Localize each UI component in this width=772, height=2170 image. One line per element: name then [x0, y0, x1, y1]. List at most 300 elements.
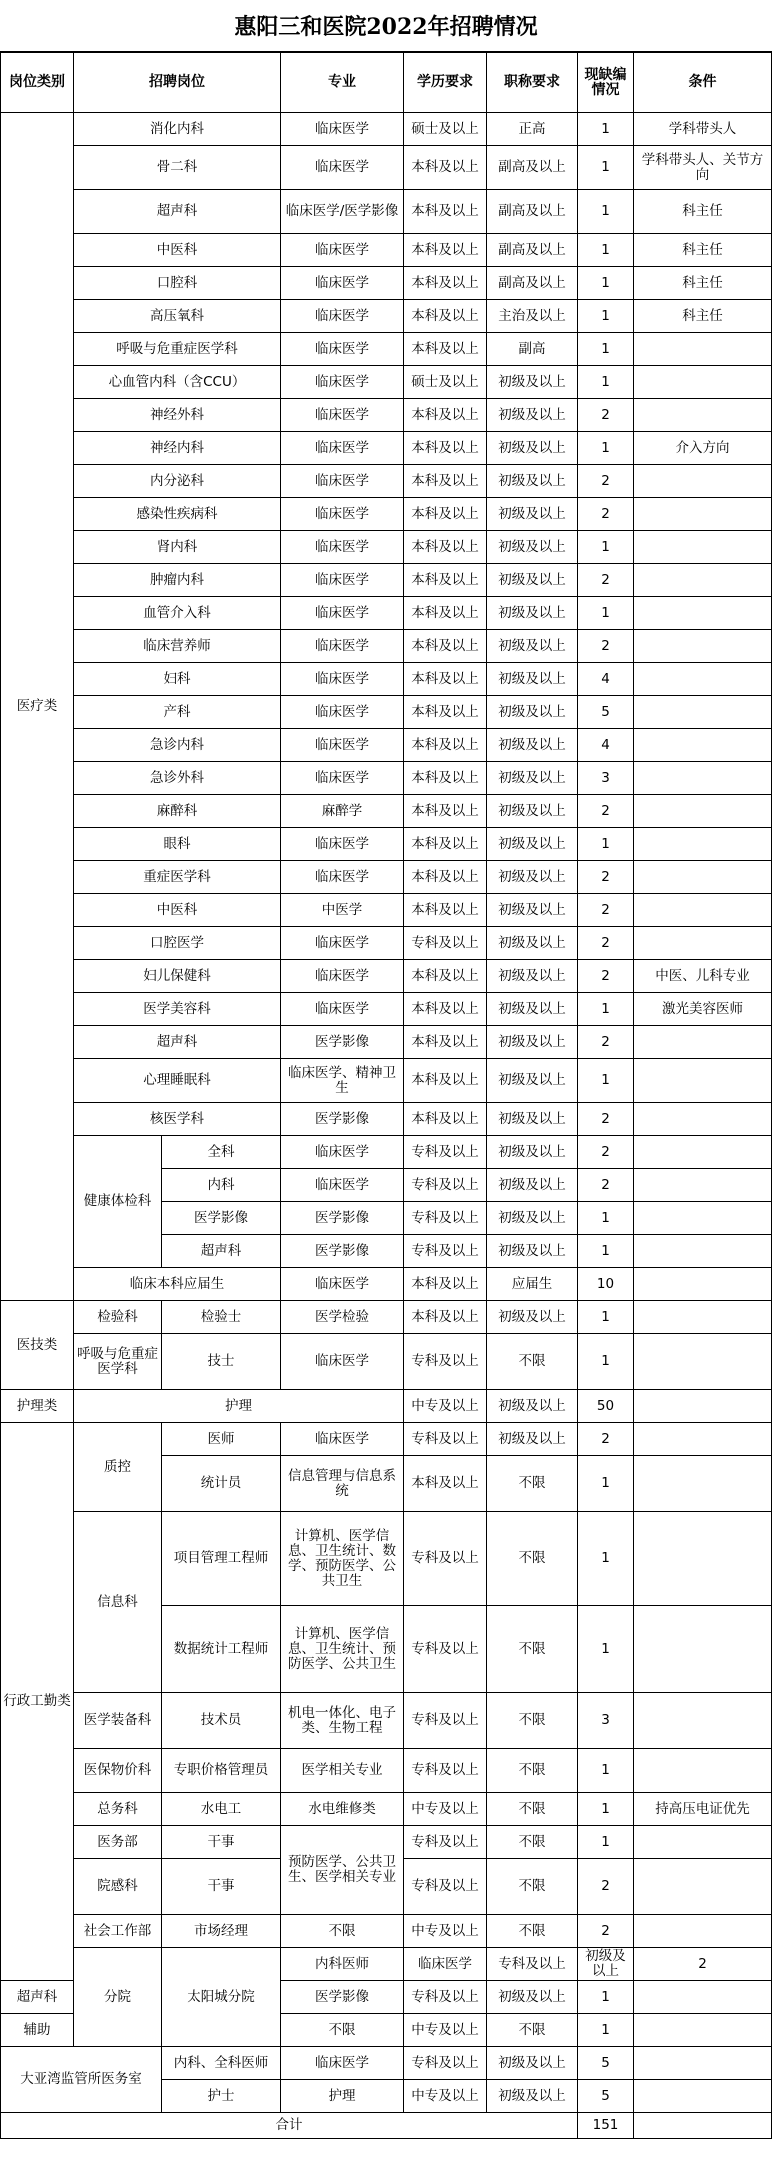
table-row	[1, 366, 772, 399]
title-cell: 初级及以上	[487, 531, 578, 564]
major-cell: 临床医学	[281, 927, 404, 960]
post-cell: 超声科	[1, 1981, 74, 2014]
header-vacancy: 现缺编情况	[578, 53, 634, 113]
table-row	[1, 498, 772, 531]
table-row	[1, 1915, 772, 1948]
post-cell: 急诊内科	[74, 729, 281, 762]
header-condition: 条件	[634, 53, 772, 113]
title-cell: 初级及以上	[487, 1026, 578, 1059]
education-cell: 专科及以上	[404, 1826, 487, 1859]
major-cell: 临床医学	[281, 861, 404, 894]
title-cell: 初级及以上	[487, 366, 578, 399]
major-cell: 临床医学	[281, 267, 404, 300]
condition-cell	[634, 1981, 772, 2014]
dept-infection: 院感科	[74, 1859, 162, 1915]
major-cell: 医学影像	[281, 1026, 404, 1059]
condition-cell	[634, 1026, 772, 1059]
post-cell: 呼吸与危重症医学科	[74, 333, 281, 366]
education-cell: 本科及以上	[404, 795, 487, 828]
table-row	[1, 113, 772, 146]
title-cell: 初级及以上	[487, 630, 578, 663]
table-row	[1, 146, 772, 190]
condition-cell: 科主任	[634, 300, 772, 333]
title-cell: 副高及以上	[487, 234, 578, 267]
header-row	[1, 53, 772, 113]
table-row	[1, 993, 772, 1026]
post-cell: 内科	[162, 1169, 281, 1202]
education-cell: 本科及以上	[404, 1059, 487, 1103]
major-cell: 临床医学	[281, 1423, 404, 1456]
title-cell: 初级及以上	[487, 1103, 578, 1136]
title-cell: 初级及以上	[487, 498, 578, 531]
education-cell: 本科及以上	[404, 960, 487, 993]
post-cell: 医学影像	[162, 1202, 281, 1235]
vacancy-cell: 5	[578, 2080, 634, 2113]
vacancy-cell: 2	[578, 894, 634, 927]
education-cell: 本科及以上	[404, 267, 487, 300]
major-cell: 临床医学	[281, 113, 404, 146]
condition-cell: 学科带头人	[634, 113, 772, 146]
title-cell: 主治及以上	[487, 300, 578, 333]
table-row	[1, 927, 772, 960]
post-cell: 临床本科应届生	[74, 1268, 281, 1301]
dept-qc: 质控	[74, 1423, 162, 1512]
table-row	[1, 300, 772, 333]
major-cell: 临床医学	[281, 663, 404, 696]
title-cell: 初级及以上	[487, 828, 578, 861]
dept-cell: 检验科	[74, 1301, 162, 1334]
title-cell: 初级及以上	[487, 927, 578, 960]
vacancy-cell: 2	[578, 960, 634, 993]
title-cell: 初级及以上	[487, 894, 578, 927]
condition-cell	[634, 1136, 772, 1169]
vacancy-cell: 1	[578, 531, 634, 564]
major-cell: 临床医学	[281, 432, 404, 465]
condition-cell	[634, 531, 772, 564]
title-cell: 不限	[487, 1693, 578, 1749]
title-cell: 不限	[487, 1859, 578, 1915]
title-cell: 初级及以上	[487, 2047, 578, 2080]
post-cell: 干事	[162, 1826, 281, 1859]
education-cell: 专科及以上	[404, 1136, 487, 1169]
table-row	[1, 729, 772, 762]
title-cell: 不限	[487, 2014, 578, 2047]
education-cell: 本科及以上	[404, 1301, 487, 1334]
vacancy-cell: 1	[578, 1606, 634, 1693]
title-cell: 初级及以上	[487, 993, 578, 1026]
vacancy-cell: 1	[578, 828, 634, 861]
vacancy-cell: 1	[578, 113, 634, 146]
title-cell: 初级及以上	[578, 1948, 634, 1981]
table-row	[1, 663, 772, 696]
table-row	[1, 1334, 772, 1390]
condition-cell: 中医、儿科专业	[634, 960, 772, 993]
education-cell: 本科及以上	[404, 190, 487, 234]
title-cell: 不限	[487, 1793, 578, 1826]
vacancy-cell: 1	[578, 2014, 634, 2047]
table-row	[1, 531, 772, 564]
table-row	[1, 234, 772, 267]
education-cell: 中专及以上	[404, 1915, 487, 1948]
table-row	[1, 2047, 772, 2080]
table-row	[1, 1948, 772, 1981]
table-row	[1, 1268, 772, 1301]
title-cell: 初级及以上	[487, 1301, 578, 1334]
education-cell: 本科及以上	[404, 399, 487, 432]
title-cell: 初级及以上	[487, 1136, 578, 1169]
education-cell: 专科及以上	[404, 1202, 487, 1235]
education-cell: 本科及以上	[404, 498, 487, 531]
post-cell: 数据统计工程师	[162, 1606, 281, 1693]
post-cell: 内科医师	[281, 1948, 404, 1981]
title-cell: 初级及以上	[487, 861, 578, 894]
title-cell: 初级及以上	[487, 1423, 578, 1456]
education-cell: 本科及以上	[404, 597, 487, 630]
post-cell: 肿瘤内科	[74, 564, 281, 597]
condition-cell	[634, 762, 772, 795]
condition-cell	[634, 2047, 772, 2080]
post-cell: 护士	[162, 2080, 281, 2113]
title-cell: 初级及以上	[487, 432, 578, 465]
table-row	[1, 399, 772, 432]
post-cell: 神经内科	[74, 432, 281, 465]
title-cell: 初级及以上	[487, 663, 578, 696]
vacancy-cell: 1	[578, 1456, 634, 1512]
education-cell: 专科及以上	[404, 1169, 487, 1202]
post-cell: 口腔科	[74, 267, 281, 300]
table-row	[1, 1749, 772, 1793]
category-medical: 医疗类	[1, 113, 74, 1301]
condition-cell: 科主任	[634, 267, 772, 300]
major-cell: 临床医学	[281, 1136, 404, 1169]
recruitment-table	[0, 52, 772, 2139]
condition-cell	[634, 1390, 772, 1423]
education-cell: 本科及以上	[404, 663, 487, 696]
major-cell: 临床医学	[281, 465, 404, 498]
education-cell: 本科及以上	[404, 465, 487, 498]
post-cell: 检验士	[162, 1301, 281, 1334]
post-cell: 中医科	[74, 894, 281, 927]
title-cell: 应届生	[487, 1268, 578, 1301]
education-cell: 本科及以上	[404, 1456, 487, 1512]
major-cell: 临床医学	[281, 564, 404, 597]
education-cell: 本科及以上	[404, 993, 487, 1026]
post-cell: 技士	[162, 1334, 281, 1390]
condition-cell	[634, 729, 772, 762]
major-cell: 临床医学	[281, 1268, 404, 1301]
condition-cell	[634, 1423, 772, 1456]
title-cell: 副高及以上	[487, 146, 578, 190]
vacancy-cell: 1	[578, 366, 634, 399]
education-cell: 中专及以上	[404, 2080, 487, 2113]
education-cell: 本科及以上	[404, 1026, 487, 1059]
education-cell: 本科及以上	[404, 894, 487, 927]
major-cell: 临床医学	[281, 1334, 404, 1390]
vacancy-cell: 1	[578, 432, 634, 465]
title-cell: 正高	[487, 113, 578, 146]
table-row	[1, 1301, 772, 1334]
title-cell: 初级及以上	[487, 1390, 578, 1423]
post-cell: 眼科	[74, 828, 281, 861]
post-cell: 产科	[74, 696, 281, 729]
post-cell: 技术员	[162, 1693, 281, 1749]
condition-cell	[634, 663, 772, 696]
post-cell: 妇儿保健科	[74, 960, 281, 993]
education-cell: 专科及以上	[487, 1948, 578, 1981]
education-cell: 本科及以上	[404, 146, 487, 190]
category-branch: 分院	[74, 1948, 162, 2047]
major-cell: 临床医学	[281, 300, 404, 333]
post-cell: 中医科	[74, 234, 281, 267]
vacancy-cell: 2	[578, 465, 634, 498]
condition-cell	[634, 1915, 772, 1948]
post-cell: 统计员	[162, 1456, 281, 1512]
table-row	[1, 597, 772, 630]
vacancy-cell: 5	[578, 696, 634, 729]
vacancy-cell: 2	[578, 1423, 634, 1456]
post-cell: 血管介入科	[74, 597, 281, 630]
condition-cell: 激光美容医师	[634, 993, 772, 1026]
post-cell: 口腔医学	[74, 927, 281, 960]
condition-cell	[634, 2014, 772, 2047]
vacancy-cell: 2	[578, 1859, 634, 1915]
title-cell: 不限	[487, 1915, 578, 1948]
major-cell: 临床医学/医学影像	[281, 190, 404, 234]
vacancy-cell: 2	[578, 795, 634, 828]
dept-general: 总务科	[74, 1793, 162, 1826]
condition-cell	[634, 894, 772, 927]
education-cell: 硕士及以上	[404, 366, 487, 399]
major-cell: 临床医学	[281, 2047, 404, 2080]
title-cell: 初级及以上	[487, 795, 578, 828]
condition-cell	[634, 1059, 772, 1103]
major-cell: 临床医学	[281, 234, 404, 267]
post-cell: 市场经理	[162, 1915, 281, 1948]
condition-cell: 科主任	[634, 234, 772, 267]
post-cell: 医学美容科	[74, 993, 281, 1026]
major-cell: 临床医学	[281, 1169, 404, 1202]
education-cell: 专科及以上	[404, 1859, 487, 1915]
condition-cell	[634, 1169, 772, 1202]
post-cell: 内科、全科医师	[162, 2047, 281, 2080]
post-cell: 超声科	[162, 1235, 281, 1268]
vacancy-cell: 4	[578, 663, 634, 696]
condition-cell	[634, 1301, 772, 1334]
major-cell: 水电维修类	[281, 1793, 404, 1826]
post-cell: 高压氧科	[74, 300, 281, 333]
dept-branch: 太阳城分院	[162, 1948, 281, 2047]
table-row	[1, 432, 772, 465]
condition-cell	[634, 597, 772, 630]
vacancy-cell: 3	[578, 762, 634, 795]
education-cell: 硕士及以上	[404, 113, 487, 146]
condition-cell	[634, 564, 772, 597]
title-cell: 副高及以上	[487, 267, 578, 300]
major-cell: 计算机、医学信息、卫生统计、预防医学、公共卫生	[281, 1606, 404, 1693]
title-cell: 初级及以上	[487, 1981, 578, 2014]
vacancy-cell: 50	[578, 1390, 634, 1423]
post-cell: 专职价格管理员	[162, 1749, 281, 1793]
major-cell: 医学影像	[281, 1981, 404, 2014]
condition-cell	[634, 465, 772, 498]
post-cell: 麻醉科	[74, 795, 281, 828]
title-cell: 不限	[487, 1334, 578, 1390]
table-row	[1, 1826, 772, 1859]
condition-cell	[634, 795, 772, 828]
vacancy-cell: 2	[634, 1948, 772, 1981]
condition-cell	[634, 1235, 772, 1268]
vacancy-cell: 1	[578, 597, 634, 630]
major-cell: 不限	[281, 1915, 404, 1948]
post-cell: 心血管内科（含CCU）	[74, 366, 281, 399]
title-cell: 副高	[487, 333, 578, 366]
education-cell: 中专及以上	[404, 2014, 487, 2047]
vacancy-cell: 1	[578, 300, 634, 333]
vacancy-cell: 1	[578, 993, 634, 1026]
post-cell: 感染性疾病科	[74, 498, 281, 531]
major-cell: 预防医学、公共卫生、医学相关专业	[281, 1826, 404, 1915]
condition-cell	[634, 2113, 772, 2139]
vacancy-cell: 1	[578, 1202, 634, 1235]
post-cell: 干事	[162, 1859, 281, 1915]
table-row	[1, 1390, 772, 1423]
major-cell: 临床医学	[281, 531, 404, 564]
education-cell: 中专及以上	[404, 1390, 487, 1423]
education-cell: 本科及以上	[404, 333, 487, 366]
education-cell: 专科及以上	[404, 1606, 487, 1693]
education-cell: 专科及以上	[404, 1512, 487, 1606]
table-row	[1, 894, 772, 927]
vacancy-cell: 2	[578, 498, 634, 531]
vacancy-cell: 1	[578, 190, 634, 234]
title-cell: 初级及以上	[487, 1235, 578, 1268]
table-row	[1, 696, 772, 729]
table-row	[1, 630, 772, 663]
header-education: 学历要求	[404, 53, 487, 113]
vacancy-cell: 2	[578, 1169, 634, 1202]
major-cell: 临床医学	[281, 498, 404, 531]
table-row	[1, 333, 772, 366]
major-cell: 临床医学	[281, 366, 404, 399]
table-row	[1, 465, 772, 498]
vacancy-cell: 4	[578, 729, 634, 762]
major-cell: 医学相关专业	[281, 1749, 404, 1793]
post-cell: 心理睡眠科	[74, 1059, 281, 1103]
dept-medaffairs: 医务部	[74, 1826, 162, 1859]
table-row	[1, 1026, 772, 1059]
education-cell: 本科及以上	[404, 564, 487, 597]
education-cell: 本科及以上	[404, 630, 487, 663]
education-cell: 专科及以上	[404, 2047, 487, 2080]
table-row	[1, 828, 772, 861]
education-cell: 本科及以上	[404, 531, 487, 564]
education-cell: 本科及以上	[404, 300, 487, 333]
category-admin: 行政工勤类	[1, 1423, 74, 1981]
post-cell: 辅助	[1, 2014, 74, 2047]
title-cell: 初级及以上	[487, 1169, 578, 1202]
title-cell: 不限	[487, 1512, 578, 1606]
table-row	[1, 1512, 772, 1606]
table-row	[1, 267, 772, 300]
vacancy-cell: 2	[578, 861, 634, 894]
category-dayawan: 大亚湾监管所医务室	[1, 2047, 162, 2113]
major-cell: 临床医学	[281, 762, 404, 795]
vacancy-cell: 2	[578, 927, 634, 960]
major-cell: 医学影像	[281, 1202, 404, 1235]
vacancy-cell: 2	[578, 630, 634, 663]
table-row	[1, 2113, 772, 2139]
total-label: 合计	[1, 2113, 578, 2139]
major-cell: 临床医学、精神卫生	[281, 1059, 404, 1103]
vacancy-cell: 1	[578, 1749, 634, 1793]
vacancy-cell: 1	[578, 234, 634, 267]
title-cell: 初级及以上	[487, 1202, 578, 1235]
major-cell: 中医学	[281, 894, 404, 927]
header-major: 专业	[281, 53, 404, 113]
vacancy-cell: 1	[578, 1981, 634, 2014]
title-cell: 初级及以上	[487, 564, 578, 597]
education-cell: 本科及以上	[404, 696, 487, 729]
vacancy-cell: 1	[578, 1059, 634, 1103]
table-row	[1, 1136, 772, 1169]
major-cell: 临床医学	[281, 630, 404, 663]
table-row	[1, 564, 772, 597]
table-row	[1, 1693, 772, 1749]
post-cell: 医师	[162, 1423, 281, 1456]
title-cell: 初级及以上	[487, 762, 578, 795]
condition-cell	[634, 696, 772, 729]
education-cell: 专科及以上	[404, 1981, 487, 2014]
post-cell: 临床营养师	[74, 630, 281, 663]
table-row	[1, 1793, 772, 1826]
condition-cell	[634, 366, 772, 399]
post-cell: 骨二科	[74, 146, 281, 190]
post-cell: 神经外科	[74, 399, 281, 432]
condition-cell	[634, 1512, 772, 1606]
major-cell: 信息管理与信息系统	[281, 1456, 404, 1512]
condition-cell: 持高压电证优先	[634, 1793, 772, 1826]
header-category: 岗位类别	[1, 53, 74, 113]
condition-cell	[634, 399, 772, 432]
education-cell: 本科及以上	[404, 1268, 487, 1301]
title-cell: 初级及以上	[487, 696, 578, 729]
page-title: 惠阳三和医院2022年招聘情况	[0, 0, 772, 52]
condition-cell	[634, 1749, 772, 1793]
major-cell: 医学影像	[281, 1235, 404, 1268]
condition-cell	[634, 1103, 772, 1136]
major-cell: 临床医学	[281, 696, 404, 729]
condition-cell: 介入方向	[634, 432, 772, 465]
vacancy-cell: 2	[578, 1103, 634, 1136]
dept-info: 信息科	[74, 1512, 162, 1693]
condition-cell	[634, 1826, 772, 1859]
title-cell: 不限	[487, 1826, 578, 1859]
condition-cell	[634, 927, 772, 960]
table-row	[1, 1423, 772, 1456]
education-cell: 专科及以上	[404, 1334, 487, 1390]
vacancy-cell: 2	[578, 1915, 634, 1948]
post-cell: 超声科	[74, 190, 281, 234]
major-cell: 护理	[281, 2080, 404, 2113]
major-cell: 临床医学	[281, 333, 404, 366]
table-row	[1, 861, 772, 894]
title-cell: 初级及以上	[487, 1059, 578, 1103]
vacancy-cell: 10	[578, 1268, 634, 1301]
post-cell: 肾内科	[74, 531, 281, 564]
category-nursing: 护理类	[1, 1390, 74, 1423]
major-cell: 不限	[281, 2014, 404, 2047]
condition-cell	[634, 861, 772, 894]
